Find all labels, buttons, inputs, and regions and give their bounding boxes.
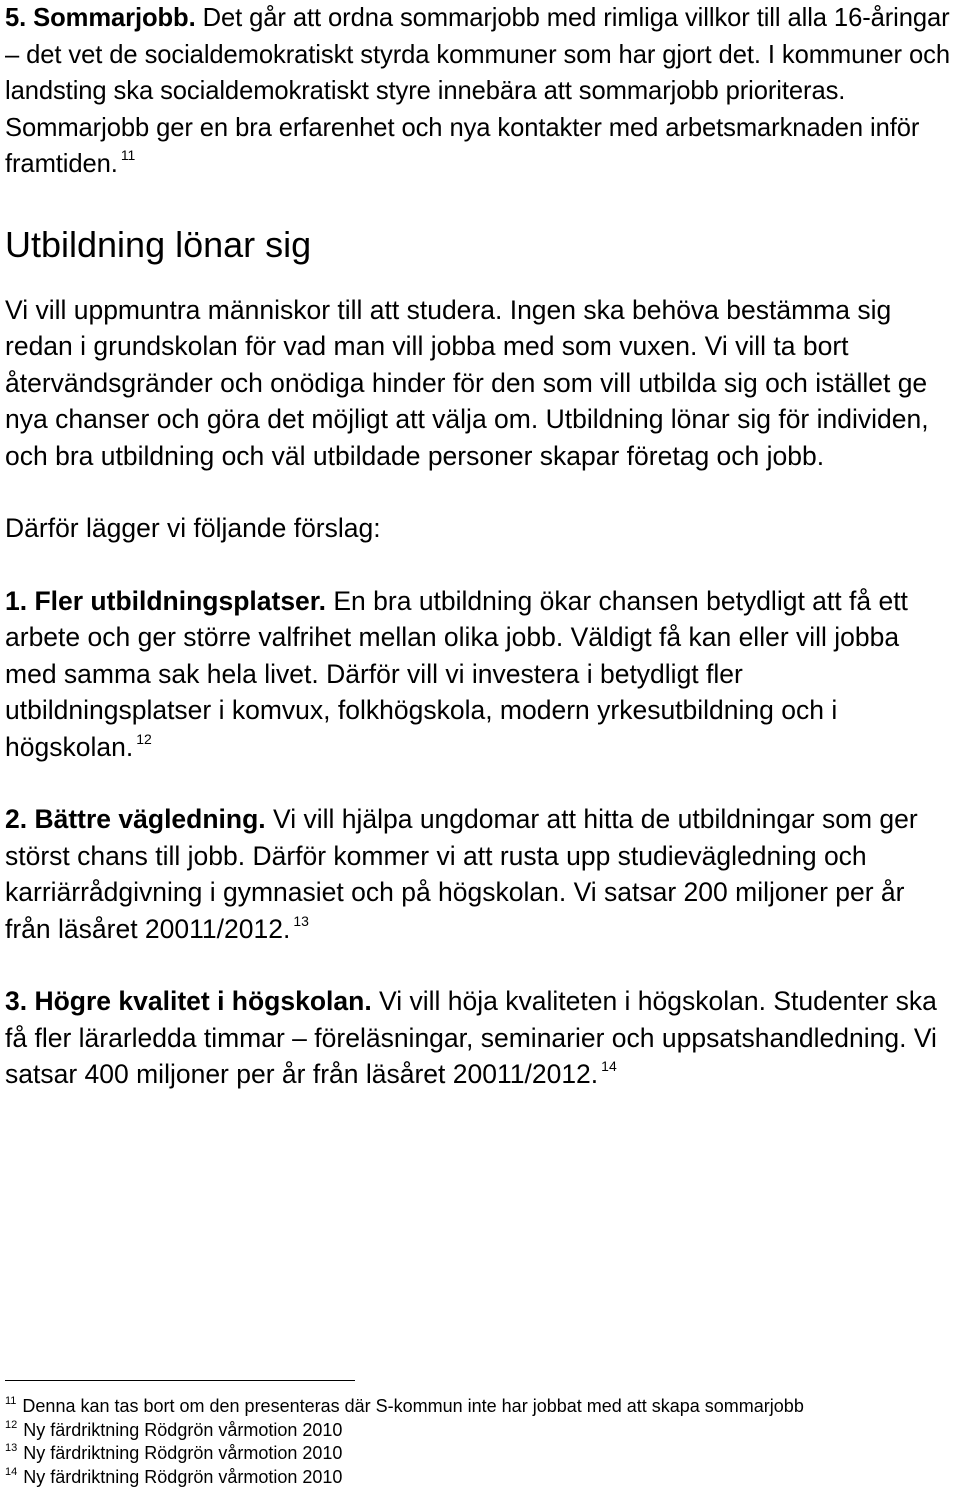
proposal-body: Vi vill höja kvaliteten i högskolan. Studenter ska få fler lärarledda timmar – föreläsningar, seminarier och uppsatshandledning. Vi satsar 400 miljoner per år från läsåret 20011/2012.: [5, 986, 937, 1089]
paragraph-intro: Vi vill uppmuntra människor till att studera. Ingen ska behöva bestämma sig redan i grundskolan för vad man vill jobba med som vuxen. Vi vill ta bort återvändsgränder och onödiga hinder för den som vill utbilda sig och istället ge nya chanser och göra det möjligt att välja om. Utbildning lönar sig för individen, och bra utbildning och väl utbildade personer skapar företag och jobb.: [5, 294, 929, 471]
footnote-ref: 13: [293, 912, 309, 929]
footnote-text: Denna kan tas bort om den presenteras där S-kommun inte har jobbat med att skapa sommarjobb: [22, 1396, 804, 1416]
proposal-lead: 2. Bättre vägledning.: [5, 804, 266, 834]
footnote-ref: 12: [136, 730, 152, 747]
proposal-item: [5, 583, 953, 766]
footnote-text: Ny färdriktning Rödgrön vårmotion 2010: [23, 1443, 343, 1463]
footnote-number: 13: [5, 1442, 18, 1454]
proposal-item: [5, 801, 953, 947]
paragraph-sommarjobb: [5, 0, 953, 183]
footnote-divider: [5, 1380, 355, 1381]
proposal-item: [5, 983, 953, 1093]
paragraph-lead: 5. Sommarjobb.: [5, 4, 196, 32]
footnote-ref: 14: [601, 1058, 617, 1074]
footnote-text: Ny färdriktning Rödgrön vårmotion 2010: [23, 1466, 343, 1487]
footnote: [5, 1466, 945, 1490]
footnote: [5, 1442, 945, 1466]
footnote-number: 12: [5, 1418, 18, 1431]
footnotes: [5, 1395, 945, 1489]
proposal-body: En bra utbildning ökar chansen betydligt att få ett arbete och ger större valfrihet mellan olika jobb. Väldigt få kan eller vill jobba med samma sak hela livet. Därför vill vi investera i betydligt fler utbildningsplatser i komvux, folkhögskola, modern yrkesutbildning och i högskolan.: [5, 585, 908, 762]
footnote: [5, 1419, 945, 1443]
document-page: [5, 0, 953, 1093]
footnote-number: 11: [5, 1395, 17, 1407]
proposal-lead: 3. Högre kvalitet i högskolan.: [5, 986, 372, 1016]
paragraph-body: Det går att ordna sommarjobb med rimliga villkor till alla 16-åringar – det vet de socialdemokratiskt styrda kommuner som har gjort det. I kommuner och landsting ska socialdemokratiskt styre innebära att sommarjobb prioriteras. Sommarjobb ger en bra erfarenhet och nya kontakter med arbetsmarknaden inför framtiden.: [5, 4, 950, 178]
section-heading: Utbildning lönar sig: [5, 223, 312, 265]
proposals-intro: Därför lägger vi följande förslag:: [5, 513, 381, 543]
footnote-text: Ny färdriktning Rödgrön vårmotion 2010: [23, 1419, 343, 1440]
footnote-number: 14: [5, 1465, 18, 1478]
footnote-ref: 11: [120, 147, 136, 163]
footnote: [5, 1395, 945, 1419]
proposal-body: Vi vill hjälpa ungdomar att hitta de utbildningar som ger störst chans till jobb. Därför kommer vi att rusta upp studievägledning och karriärrådgivning i gymnasiet och på högskolan. Vi satsar 200 miljoner per år från läsåret 20011/2012.: [5, 804, 918, 944]
proposal-lead: 1. Fler utbildningsplatser.: [5, 585, 327, 616]
